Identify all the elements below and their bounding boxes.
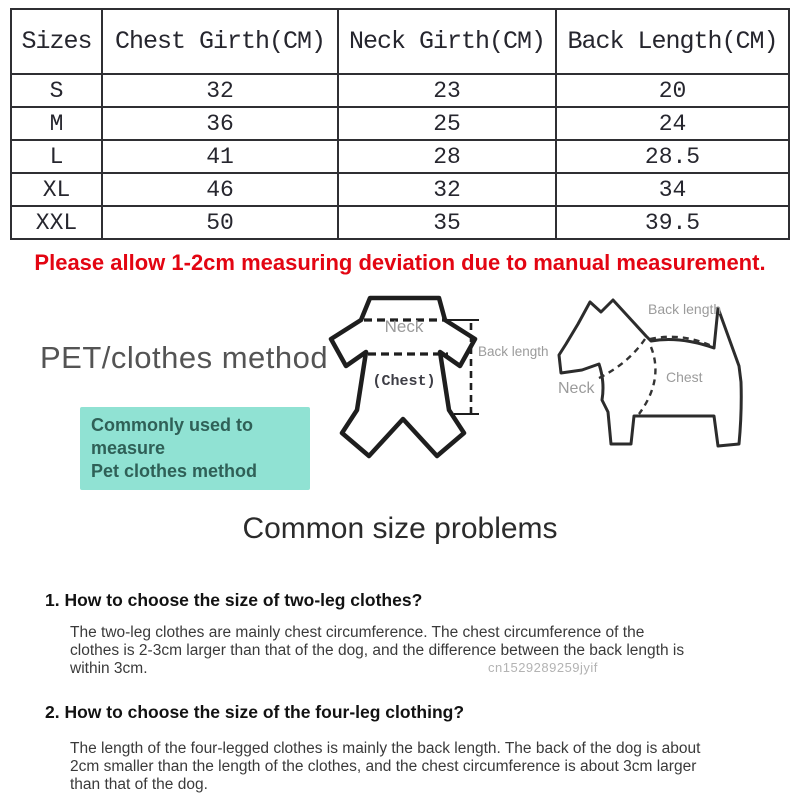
chest-value: 36 — [102, 107, 338, 140]
dog-outline — [559, 300, 741, 446]
dog-neck-label: Neck — [558, 380, 595, 397]
highlight-line-1: Commonly used to measure — [91, 415, 254, 458]
size-label: XL — [11, 173, 102, 206]
measure-method-highlight — [80, 407, 310, 490]
table-row — [11, 74, 789, 107]
table-row — [11, 107, 789, 140]
garment-back-length-label: Back length — [478, 344, 549, 359]
table-row — [11, 173, 789, 206]
faq-question-2: 2. How to choose the size of the four-leg clothing? — [45, 702, 465, 722]
back-value: 34 — [556, 173, 789, 206]
chest-value: 50 — [102, 206, 338, 239]
dog-back-length-label: Back length — [648, 301, 722, 317]
dog-chest-label: Chest — [666, 369, 703, 385]
garment-measure-diagram — [328, 292, 550, 480]
garment-chest-label: (Chest) — [372, 373, 436, 390]
seller-watermark: cn1529289259jyif — [488, 660, 598, 675]
neck-value: 23 — [338, 74, 556, 107]
chest-value: 41 — [102, 140, 338, 173]
garment-neck-label: Neck — [384, 317, 424, 336]
size-chart-table — [10, 8, 790, 240]
faq-answer-1: The two-leg clothes are mainly chest circumference. The chest circumference of the clothes is 2-3cm larger than that of the dog, and the difference between the back length is within 3cm. — [70, 624, 685, 677]
neck-value: 28 — [338, 140, 556, 173]
col-header-neck-girth: Neck Girth(CM) — [338, 9, 556, 74]
size-label: M — [11, 107, 102, 140]
size-label: XXL — [11, 206, 102, 239]
pet-clothes-method-title: PET/clothes method — [40, 340, 329, 375]
back-value: 39.5 — [556, 206, 789, 239]
table-row — [11, 140, 789, 173]
size-label: L — [11, 140, 102, 173]
neck-value: 32 — [338, 173, 556, 206]
faq-section-title: Common size problems — [242, 512, 558, 545]
back-value: 24 — [556, 107, 789, 140]
table-row — [11, 206, 789, 239]
col-header-sizes: Sizes — [11, 9, 102, 74]
measuring-deviation-notice: Please allow 1-2cm measuring deviation due to manual measurement. — [34, 250, 766, 275]
neck-value: 25 — [338, 107, 556, 140]
col-header-chest-girth: Chest Girth(CM) — [102, 9, 338, 74]
back-value: 28.5 — [556, 140, 789, 173]
dog-measure-diagram — [552, 292, 797, 467]
table-header-row — [11, 9, 789, 74]
col-header-back-length: Back Length(CM) — [556, 9, 789, 74]
highlight-line-2: Pet clothes method — [91, 461, 258, 481]
faq-answer-2: The length of the four-legged clothes is mainly the back length. The back of the dog is about 2cm smaller than the length of the clothes, and the chest circumference is about 3cm larger than that of the dog. — [70, 740, 701, 793]
size-label: S — [11, 74, 102, 107]
chest-value: 32 — [102, 74, 338, 107]
faq-question-1: 1. How to choose the size of two-leg clothes? — [45, 590, 423, 610]
back-value: 20 — [556, 74, 789, 107]
chest-value: 46 — [102, 173, 338, 206]
neck-value: 35 — [338, 206, 556, 239]
